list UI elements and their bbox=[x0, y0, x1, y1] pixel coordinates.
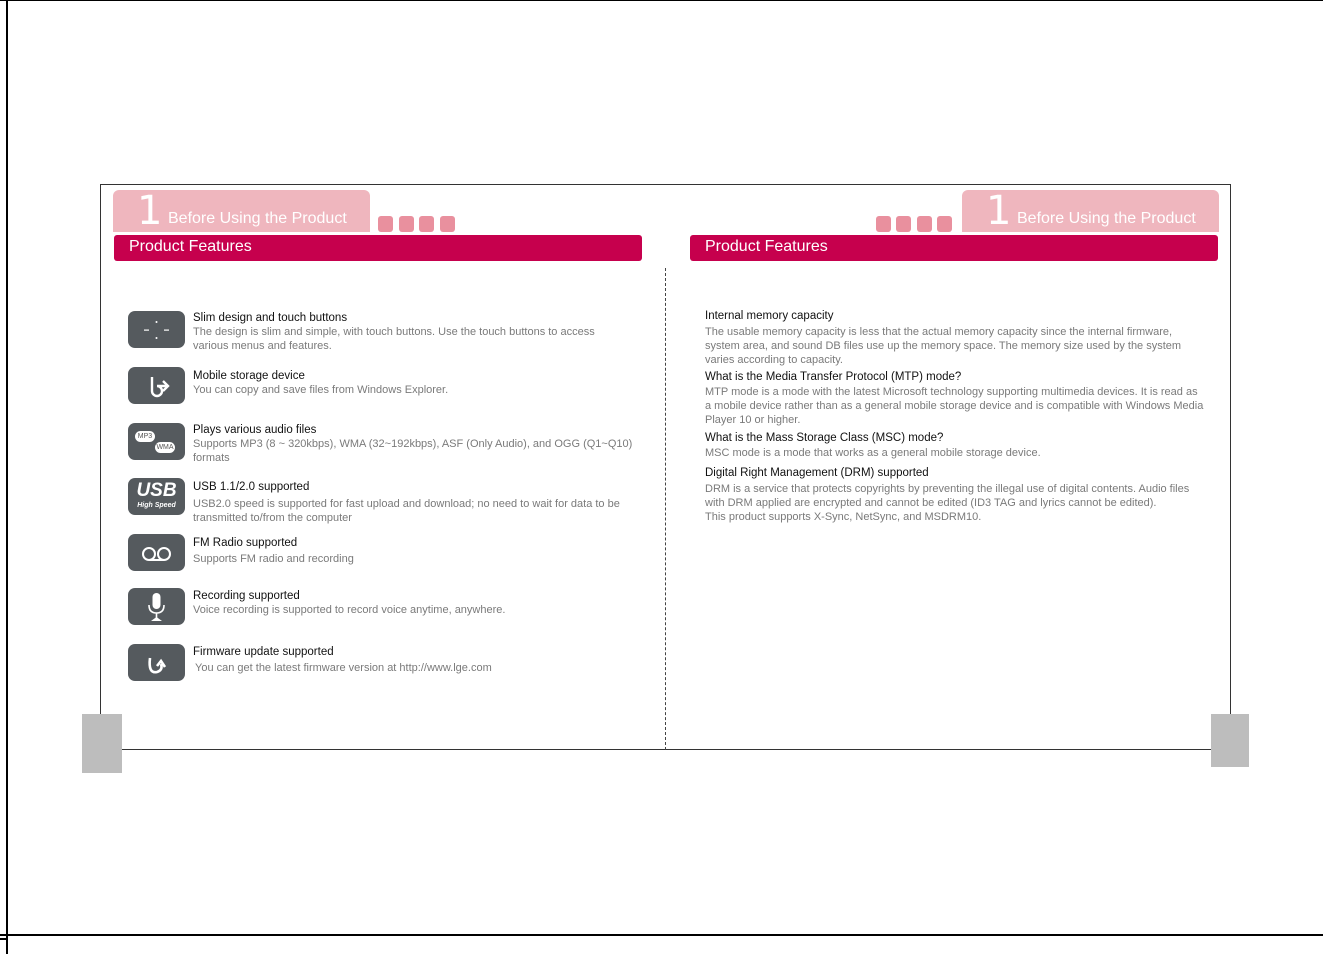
info-section bbox=[705, 431, 1205, 460]
progress-square bbox=[440, 216, 455, 232]
progress-square bbox=[937, 216, 952, 232]
feature-description: You can get the latest firmware version at http://www.lge.com bbox=[195, 662, 492, 674]
feature-title: Slim design and touch buttons bbox=[193, 312, 348, 324]
section-title: Product Features bbox=[705, 238, 828, 255]
crop-line-left bbox=[6, 0, 8, 954]
page-corner-marker-right bbox=[1211, 714, 1249, 767]
feature-title: Recording supported bbox=[193, 590, 300, 602]
section-heading: Internal memory capacity bbox=[705, 310, 834, 322]
feature-title: Firmware update supported bbox=[193, 646, 334, 658]
chapter-title: Before Using the Product bbox=[1017, 210, 1196, 227]
usb-logo-text: USB bbox=[136, 480, 177, 501]
section-text: MSC mode is a mode that works as a general mobile storage device. bbox=[705, 447, 1041, 459]
page-corner-marker-left bbox=[82, 714, 122, 773]
section-bar-right bbox=[690, 235, 1218, 261]
section-heading: Digital Right Management (DRM) supported bbox=[705, 467, 929, 479]
section-text: The usable memory capacity is less that the actual memory capacity since the internal firmware, system area, and sound DB files use up the memory space. The memory size used by the system varies according to capacity. bbox=[705, 326, 1182, 366]
section-title: Product Features bbox=[129, 238, 252, 255]
feature-title: Mobile storage device bbox=[193, 370, 305, 382]
firmware-update-icon bbox=[128, 644, 185, 681]
mp3-badge: MP3 bbox=[135, 431, 155, 442]
feature-description: You can copy and save files from Windows Explorer. bbox=[193, 384, 449, 396]
progress-square bbox=[399, 216, 414, 232]
progress-square bbox=[917, 216, 932, 232]
progress-square bbox=[419, 216, 434, 232]
usb-high-speed-text: High Speed bbox=[137, 502, 176, 509]
feature-title: USB 1.1/2.0 supported bbox=[193, 481, 310, 493]
crop-tick bbox=[0, 938, 8, 940]
info-section bbox=[705, 370, 1205, 427]
chapter-title: Before Using the Product bbox=[168, 210, 347, 227]
section-text: DRM is a service that protects copyrights by preventing the illegal use of digital contents. Audio files with DRM applied are encrypted and cannot be edited (ID3 TAG and lyrics cannot be edited). bbox=[705, 483, 1190, 509]
feature-title: Plays various audio files bbox=[193, 424, 317, 436]
chapter-number: 1 bbox=[137, 188, 163, 234]
progress-square bbox=[378, 216, 393, 232]
usb-icon bbox=[128, 478, 185, 515]
feature-title: FM Radio supported bbox=[193, 537, 298, 549]
feature-description: Supports MP3 (8 ~ 320kbps), WMA (32~192kbps), ASF (Only Audio), and OGG (Q1~Q10) formats bbox=[193, 438, 633, 464]
chapter-tab-left bbox=[113, 190, 370, 232]
chapter-tab-right bbox=[962, 190, 1219, 232]
section-heading: What is the Media Transfer Protocol (MTP) mode? bbox=[705, 371, 962, 383]
feature-description: The design is slim and simple, with touch buttons. Use the touch buttons to access various menus and features. bbox=[193, 326, 595, 352]
section-bar-left bbox=[114, 235, 642, 261]
microphone-icon bbox=[128, 588, 185, 625]
info-section bbox=[705, 309, 1205, 367]
crop-line-bottom bbox=[0, 934, 1323, 936]
section-heading: What is the Mass Storage Class (MSC) mode? bbox=[705, 432, 944, 444]
audio-files-icon bbox=[128, 423, 185, 460]
feature-description: Supports FM radio and recording bbox=[193, 553, 354, 565]
progress-square bbox=[896, 216, 911, 232]
crop-line-top bbox=[0, 0, 1323, 1]
mobile-storage-icon bbox=[128, 367, 185, 404]
section-text-extra: This product supports X-Sync, NetSync, and MSDRM10. bbox=[705, 511, 982, 523]
fm-radio-icon bbox=[128, 534, 185, 571]
feature-description: Voice recording is supported to record voice anytime, anywhere. bbox=[193, 604, 506, 616]
info-section bbox=[705, 466, 1205, 524]
wma-badge: WMA bbox=[156, 444, 174, 451]
section-text: MTP mode is a mode with the latest Microsoft technology supporting multimedia devices. It is read as a mobile device rather than as a general mobile storage device and is compatible with Windows Media Player 10 or higher. bbox=[705, 386, 1204, 426]
touch-buttons-icon bbox=[128, 311, 185, 348]
chapter-number: 1 bbox=[986, 188, 1012, 234]
progress-square bbox=[876, 216, 891, 232]
center-fold-line bbox=[665, 268, 666, 750]
feature-description: USB2.0 speed is supported for fast upload and download; no need to wait for data to be transmitted to/from the computer bbox=[193, 498, 620, 524]
